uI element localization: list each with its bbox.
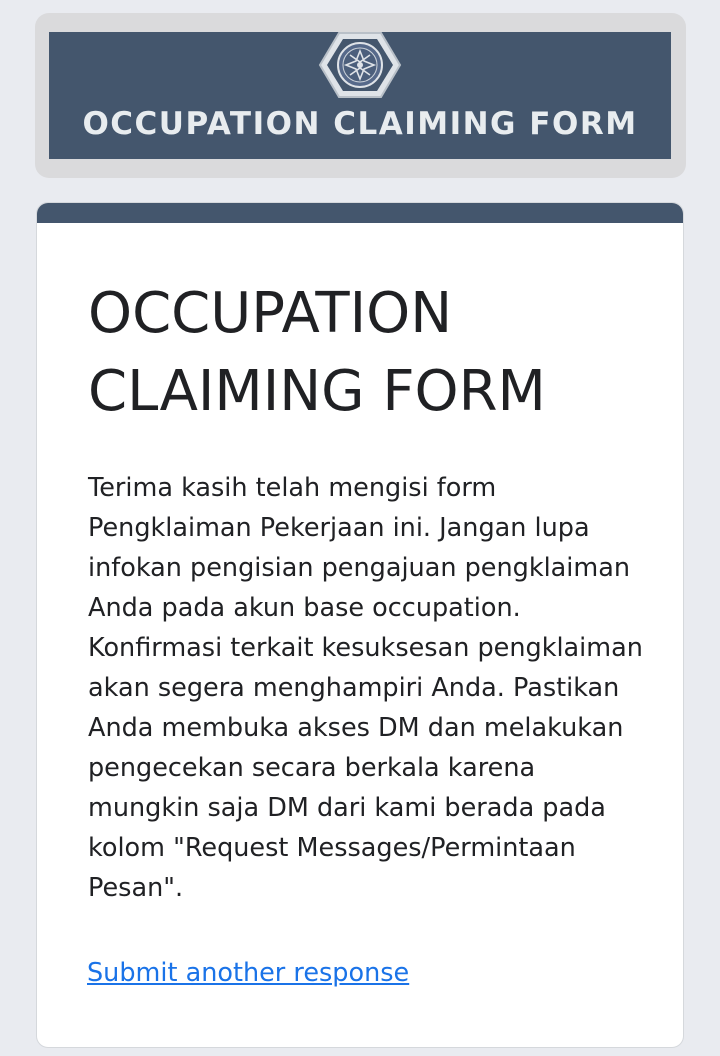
header-card: [35, 13, 686, 178]
form-title: OCCUPATION CLAIMING FORM: [88, 281, 546, 424]
form-card: [36, 202, 684, 1048]
confirmation-message: Terima kasih telah mengisi form Pengklaiman Pekerjaan ini. Jangan lupa infokan pengisian pengajuan pengklaiman Anda pada akun base occupation. Konfirmasi terkait kesuksesan pengklaiman akan segera menghampiri Anda. Pastikan Anda membuka akses DM dan melakukan pengecekan secara berkala karena mungkin saja DM dari kami berada pada kolom "Request Messages/Permintaan Pesan".: [88, 473, 643, 903]
hexagon-emblem-icon: [318, 32, 402, 104]
banner-title: OCCUPATION CLAIMING FORM: [82, 106, 638, 142]
submit-another-response-link[interactable]: Submit another response: [87, 958, 410, 988]
card-accent-bar: [37, 203, 683, 223]
header-banner: [49, 32, 671, 159]
